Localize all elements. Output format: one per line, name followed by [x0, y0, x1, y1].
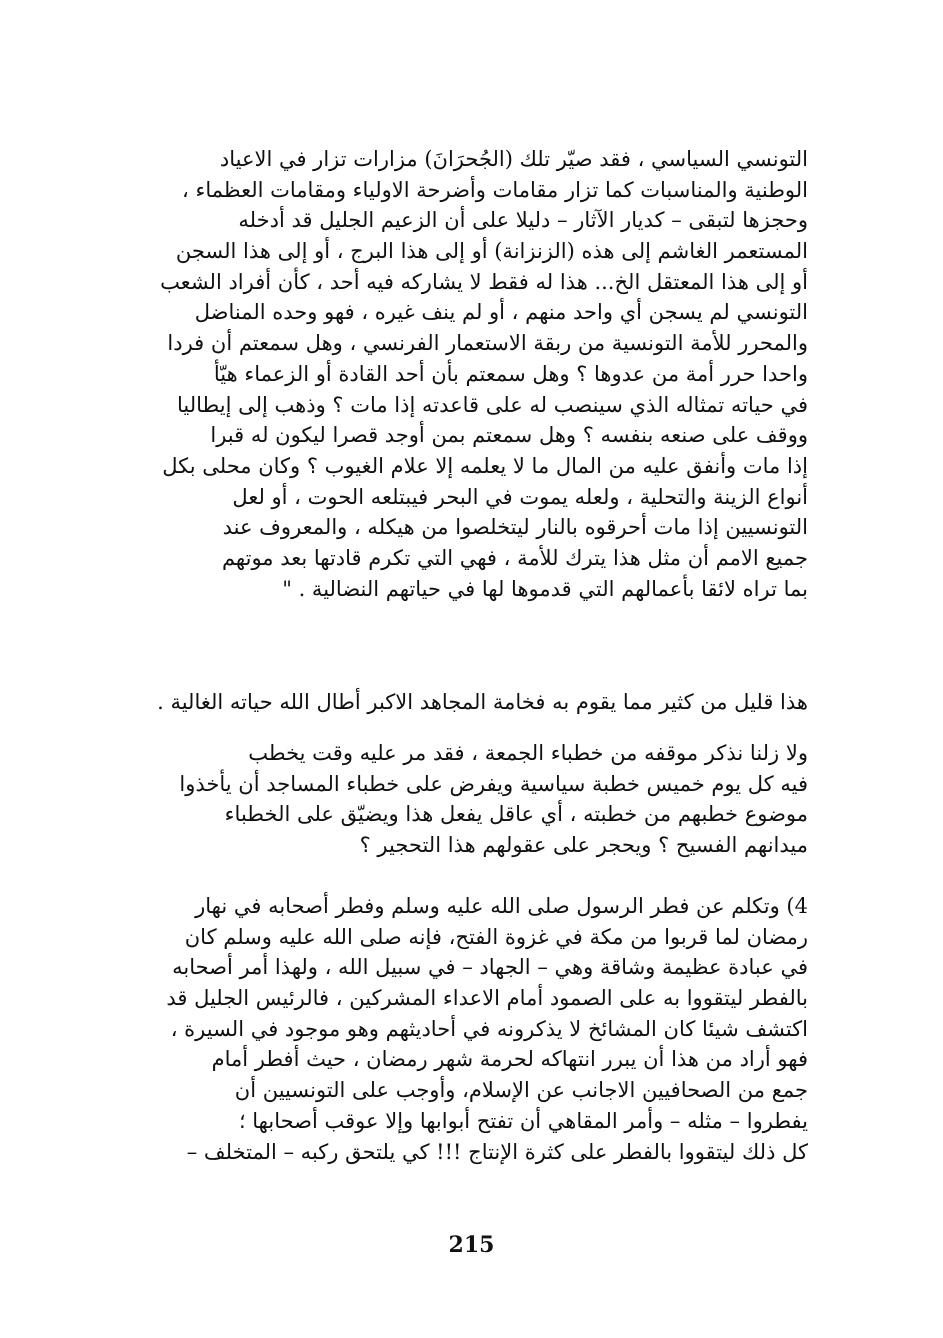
- text-line: التونسيين إذا مات أحرقوه بالنار ليتخلصوا من هيكله ، والمعروف عند: [222, 515, 808, 540]
- text-line: التونسي السياسي ، فقد صيّر تلك (الجُحرَانَ) مزارات تزار في الاعياد: [219, 147, 808, 171]
- text-line: اكتشف شيئا كان المشائخ لا يذكرونه في أحاديثهم وهو موجود في السيرة ،: [170, 1016, 808, 1041]
- paragraph-3: [118, 738, 808, 861]
- text-line: في حياته تمثاله الذي سينصب له على قاعدته إذا مات ؟ وذهب إلى إيطاليا: [177, 392, 808, 417]
- text-line: بما تراه لائقا بأعمالهم التي قدموها لها في حياتهم النضالية . ": [282, 576, 808, 601]
- page-number: 215: [448, 1232, 495, 1258]
- paragraph-4: [118, 891, 808, 1167]
- text-line: 4) وتكلم عن فطر الرسول صلى الله عليه وسلم وفطر أصحابه في نهار: [195, 894, 808, 918]
- text-line: واحدا حرر أمة من عدوها ؟ وهل سمعتم بأن أحد القادة أو الزعماء هيّأ: [213, 361, 808, 386]
- text-line: موضوع خطبهم من خطبته ، أي عاقل يفعل هذا ويضيّق على الخطباء: [224, 802, 808, 827]
- text-line: الوطنية والمناسبات كما تزار مقامات وأضرحة الاولياء ومقامات العظماء ،: [182, 177, 808, 202]
- text-line: أو إلى هذا المعتقل الخ... هذا له فقط لا يشاركه فيه أحد ، كأن أفراد الشعب: [160, 269, 808, 294]
- text-line: أنواع الزينة والتحلية ، ولعله يموت في البحر فيبتلعه الحوت ، أو لعل: [232, 484, 808, 509]
- text-line: المستعمر الغاشم إلى هذه (الزنزانة) أو إلى هذا البرج ، أو إلى هذا السجن: [175, 239, 808, 264]
- text-line: في عبادة عظيمة وشاقة وهي – الجهاد – في سبيل الله ، ولهذا أمر أصحابه: [172, 955, 808, 980]
- paragraph-1: [118, 144, 808, 604]
- text-line: التونسي لم يسجن أي واحد منهم ، أو لم ينف غيره ، فهو وحده المناضل: [194, 300, 808, 325]
- text-line: ولا زلنا نذكر موقفه من خطباء الجمعة ، فقد مر عليه وقت يخطب: [248, 741, 808, 765]
- text-line: هذا قليل من كثير مما يقوم به فخامة المجاهد الاكبر أطال الله حياته الغالية .: [157, 690, 808, 714]
- text-line: ميدانهم الفسيح ؟ ويحجر على عقولهم هذا التحجير ؟: [359, 833, 808, 858]
- text-line: والمحرر للأمة التونسية من ربقة الاستعمار الفرنسي ، وهل سمعتم أن فردا: [167, 331, 808, 356]
- text-line: ووقف على صنعه بنفسه ؟ وهل سمعتم بمن أوجد قصرا ليكون له قبرا: [210, 423, 808, 448]
- text-line: جمع من الصحافيين الاجانب عن الإسلام، وأوجب على التونسيين أن: [234, 1078, 808, 1103]
- text-line: فيه كل يوم خميس خطبة سياسية ويفرض على خطباء المساجد أن يأخذوا: [179, 771, 808, 796]
- text-line: جميع الامم أن مثل هذا يترك للأمة ، فهي التي تكرم قادتها بعد موتهم: [221, 545, 808, 570]
- paragraph-2: [118, 687, 808, 718]
- text-line: بالفطر ليتقووا به على الصمود أمام الاعداء المشركين ، فالرئيس الجليل قد: [166, 986, 808, 1011]
- text-line: يفطروا – مثله – وأمر المقاهي أن تفتح أبوابها وإلا عوقب أصحابها ؛: [238, 1108, 808, 1133]
- text-line: كل ذلك ليتقووا بالفطر على كثرة الإنتاج !!! كي يلتحق ركبه – المتخلف –: [186, 1139, 808, 1164]
- text-line: وحجزها لتبقى – كديار الآثار – دليلا على أن الزعيم الجليل قد أدخله: [238, 208, 808, 233]
- text-line: فهو أراد من هذا أن يبرر انتهاكه لحرمة شهر رمضان ، حيث أفطر أمام: [211, 1047, 808, 1072]
- text-line: إذا مات وأنفق عليه من المال ما لا يعلمه إلا علام الغيوب ؟ وكان محلى بكل: [162, 453, 808, 478]
- text-line: رمضان لما قربوا من مكة في غزوة الفتح، فإنه صلى الله عليه وسلم كان: [184, 924, 808, 949]
